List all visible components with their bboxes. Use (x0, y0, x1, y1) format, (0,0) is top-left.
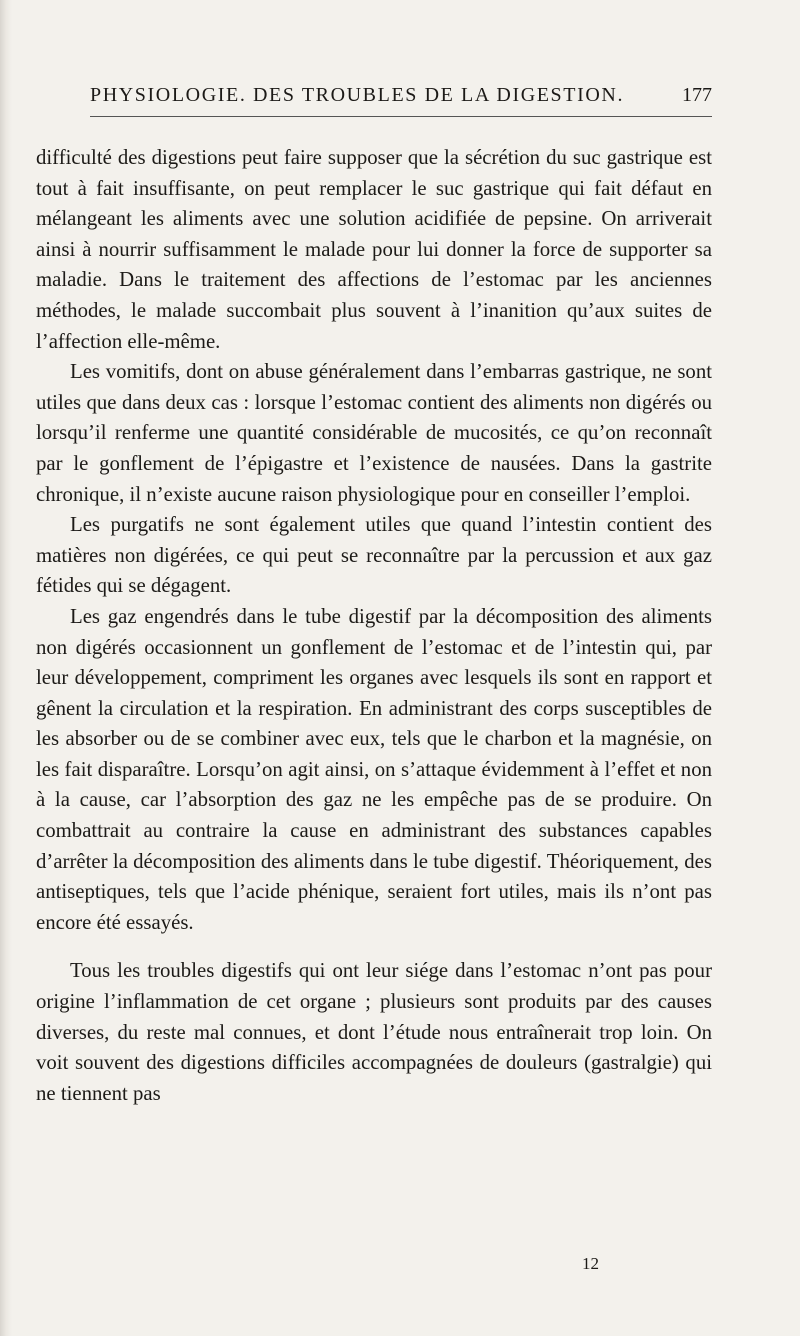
paragraph-troubles: Tous les troubles digestifs qui ont leur siége dans l’estomac n’ont pas pour origine l’inflammation de cet organe ; plusieurs sont produits par des causes diverses, du reste mal connues, et dont l’étude nous entraînerait trop loin. On voit souvent des digestions difficiles accompagnées de douleurs (gastralgie) qui ne tiennent pas (36, 959, 712, 1105)
signature-mark: 12 (582, 1254, 599, 1273)
body-text (36, 143, 712, 1109)
running-header (90, 72, 712, 112)
header-rule (90, 116, 712, 117)
page-edge-shadow (0, 0, 12, 1336)
page-number: 177 (682, 84, 712, 106)
paragraph-continued: difficulté des digestions peut faire supposer que la sécrétion du suc gastrique est tout à fait insuffisante, on peut remplacer le suc gastrique qui fait défaut en mélangeant les aliments avec une solution acidifiée de pepsine. On arriverait ainsi à nourrir suffisamment le malade pour lui donner la force de supporter sa maladie. Dans le traitement des affections de l’estomac par les anciennes méthodes, le malade succombait plus souvent à l’inanition qu’aux suites de l’affection elle-même. (36, 146, 712, 353)
running-title: PHYSIOLOGIE. DES TROUBLES DE LA DIGESTION. (90, 84, 625, 106)
paragraph-purgatifs: Les purgatifs ne sont également utiles que quand l’intestin contient des matières non digérées, ce qui peut se reconnaître par la percussion et aux gaz fétides qui se dégagent. (36, 513, 712, 598)
paragraph-gaz: Les gaz engendrés dans le tube digestif par la décomposition des aliments non digérés occasionnent un gonflement de l’estomac et de l’intestin qui, par leur développement, compriment les organes avec lesquels ils sont en rapport et gênent la circulation et la respiration. En administrant des corps susceptibles de les absorber ou de se combiner avec eux, tels que le charbon et la magnésie, on les fait disparaître. Lorsqu’on agit ainsi, on s’attaque évidemment à l’effet et non à la cause, car l’absorption des gaz ne les empêche pas de se produire. On combattrait au contraire la cause en administrant des substances capables d’arrêter la décomposition des aliments dans le tube digestif. Théoriquement, des antiseptiques, tels que l’acide phénique, seraient fort utiles, mais ils n’ont pas encore été essayés. (36, 604, 712, 934)
paragraph-vomitifs: Les vomitifs, dont on abuse généralement dans l’embarras gastrique, ne sont utiles que dans deux cas : lorsque l’estomac contient des aliments non digérés ou lorsqu’il renferme une quantité considérable de mucosités, ce qu’on reconnaît par le gonflement de l’épigastre et l’existence de nausées. Dans la gastrite chronique, il n’existe aucune raison physiologique pour en conseiller l’emploi. (36, 360, 712, 506)
